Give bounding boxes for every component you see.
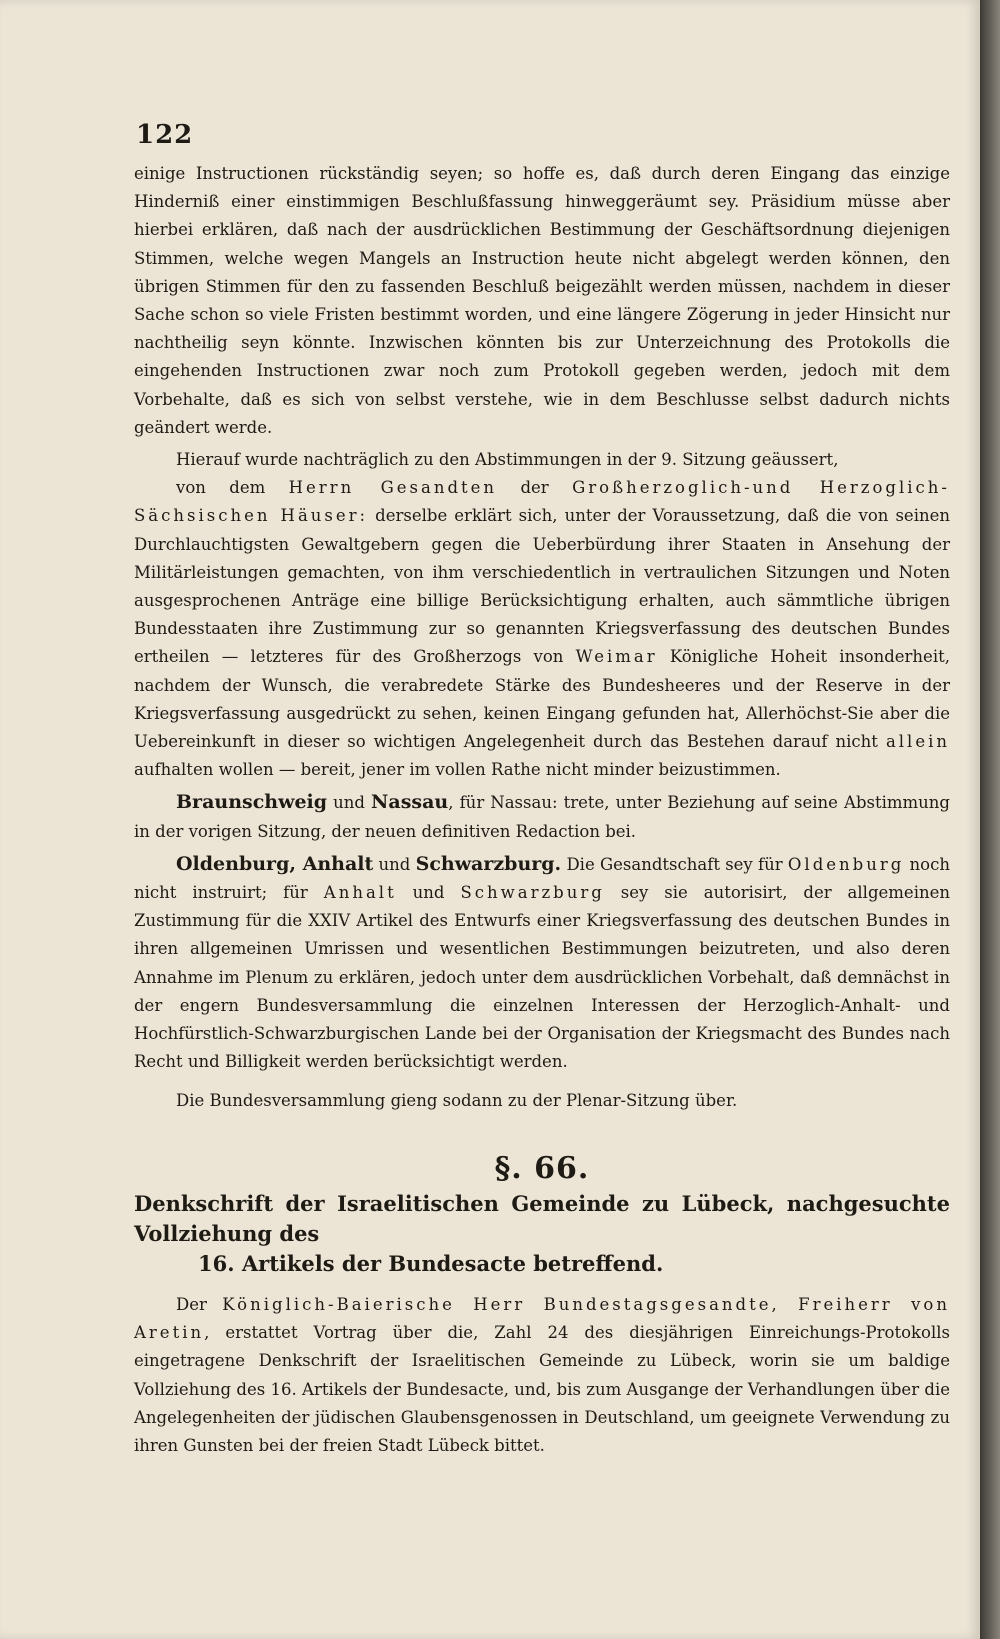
- state-label: Braunschweig: [176, 791, 328, 814]
- text-run: der: [497, 478, 573, 498]
- section-title-line-1: Denkschrift der Israelitischen Gemeinde zu Lübeck, nachgesuchte Vollziehung des: [134, 1190, 950, 1246]
- paragraph-aretin-report: [134, 1291, 950, 1460]
- body-text: [134, 160, 950, 1460]
- emphasis-run: allein: [885, 732, 950, 752]
- text-run: Die Gesandtschaft sey für: [561, 854, 788, 874]
- paragraph-saxon-houses: [134, 474, 950, 784]
- text-run: sey sie autorisirt, der allgemeinen Zustimmung für die XXIV Artikel des Entwurfs einer Kriegsverfassung des deutschen Bundes in ihren allgemeinen Umrissen und wesentlichen Bestimmungen beizutreten, und also deren Annahme im Plenum zu erklären, jedoch unter dem ausdrücklichen Vorbehalt, daß demnächst in der engern Bundesversammlung die einzelnen Interessen der Herzoglich-Anhalt- und Hochfürstlich-Schwarzburgischen Lande bei der Organisation der Kriegsmacht des Bundes nach Recht und Billigkeit werden berücksichtigt werden.: [134, 883, 950, 1072]
- paragraph-continuation: einige Instructionen rückständig seyen; so hoffe es, daß durch deren Eingang das einzige Hinderniß einer einstimmigen Beschlußfassung hinweggeräumt sey. Präsidium müsse aber hierbei erklären, daß nach der ausdrücklichen Bestimmung der Geschäftsordnung diejenigen Stimmen, welche wegen Mangels an Instruction heute nicht abgelegt werden können, den übrigen Stimmen für den zu fassenden Beschluß beigezählt werden müssen, nachdem in dieser Sache schon so viele Fristen bestimmt worden, und eine längere Zögerung in jeder Hinsicht nur nachtheilig seyn könnte. Inzwischen könnten bis zur Unterzeichnung des Protokolls die eingehenden Instructionen zwar noch zum Protokoll gegeben werden, jedoch mit dem Vorbehalte, daß es sich von selbst verstehe, wie in dem Beschlusse selbst dadurch nichts geändert werde.: [134, 164, 950, 437]
- text-run: noch nicht instruirt; für: [134, 854, 950, 903]
- page-number: 122: [136, 120, 194, 150]
- emphasis-run: Oldenburg: [787, 854, 905, 874]
- text-run: Der: [176, 1294, 223, 1314]
- text-run: , für Nassau: trete, unter Beziehung auf seine Abstimmung in der vorigen Sitzung, der neuen definitiven Redaction bei.: [134, 793, 950, 841]
- section-title-line-2: 16. Artikels der Bundesacte betreffend.: [198, 1250, 664, 1276]
- state-label: Schwarzburg.: [415, 852, 562, 875]
- paragraph-oldenburg-anhalt-schwarzburg: [134, 850, 950, 1077]
- emphasis-run: Anhalt: [323, 883, 397, 903]
- paragraph-braunschweig-nassau: [134, 788, 950, 845]
- paragraph-plenary-transition: Die Bundesversammlung gieng sodann zu der Plenar-Sitzung über.: [176, 1090, 738, 1110]
- text-run: und: [396, 883, 461, 903]
- text-run: Königliche Hoheit insonderheit, nachdem der Wunsch, die verabredete Stärke des Bundesheeres und der Reserve in der Kriegsverfassung ausgedrückt zu sehen, keinen Eingang gefunden hat, Allerhöchst-Sie aber die Uebereinkunft in dieser so wichtigen Angelegenheit durch das Bestehen darauf nicht: [134, 647, 950, 752]
- state-label: Nassau: [371, 791, 449, 814]
- section-number: §. 66.: [494, 1150, 590, 1186]
- text-run: und: [373, 854, 416, 874]
- paragraph-subsequent-remarks: Hierauf wurde nachträglich zu den Abstimmungen in der 9. Sitzung geäussert,: [176, 450, 839, 470]
- state-label: Oldenburg, Anhalt: [176, 852, 374, 875]
- text-run: , erstattet Vortrag über die, Zahl 24 des diesjährigen Einreichungs-Protokolls eingetragene Denkschrift der Israelitischen Gemeinde zu Lübeck, worin sie um baldige Vollziehung des 16. Artikels der Bundesacte, und, bis zum Ausgange der Verhandlungen über die Angelegenheiten der jüdischen Glaubensgenossen in Deutschland, um geeignete Verwendung zu ihren Gunsten bei der freien Stadt Lübeck bittet.: [134, 1323, 950, 1455]
- emphasis-run: Weimar: [575, 647, 658, 667]
- page-edge-shadow: [980, 0, 1000, 1639]
- text-run: derselbe erklärt sich, unter der Voraussetzung, daß die von seinen Durchlauchtigsten Gewaltgebern gegen die Ueberbürdung ihrer Staaten in Ansehung der Militärleistungen gemachten, von ihm verschiedentlich in vertraulichen Sitzungen und Noten ausgesprochenen Anträge eine billige Berücksichtigung erhalten, auch sämmtliche übrigen Bundesstaaten ihre Zustimmung zur so genannten Kriegsverfassung des deutschen Bundes ertheilen — letzteres für des Großherzogs von: [134, 506, 950, 667]
- emphasis-run: Großherzoglich-und Herzoglich-Sächsischen Häuser:: [134, 478, 950, 526]
- section-title: [134, 1189, 950, 1279]
- emphasis-run: Herrn Gesandten: [288, 478, 498, 498]
- emphasis-run: Königlich-Baierische Herr Bundestagsgesandte, Freiherr von Aretin: [134, 1294, 950, 1343]
- text-run: und: [327, 793, 372, 813]
- text-run: aufhalten wollen — bereit, jener im vollen Rathe nicht minder beizustimmen.: [134, 760, 781, 780]
- text-run: von dem: [176, 478, 289, 498]
- emphasis-run: Schwarzburg: [460, 883, 605, 903]
